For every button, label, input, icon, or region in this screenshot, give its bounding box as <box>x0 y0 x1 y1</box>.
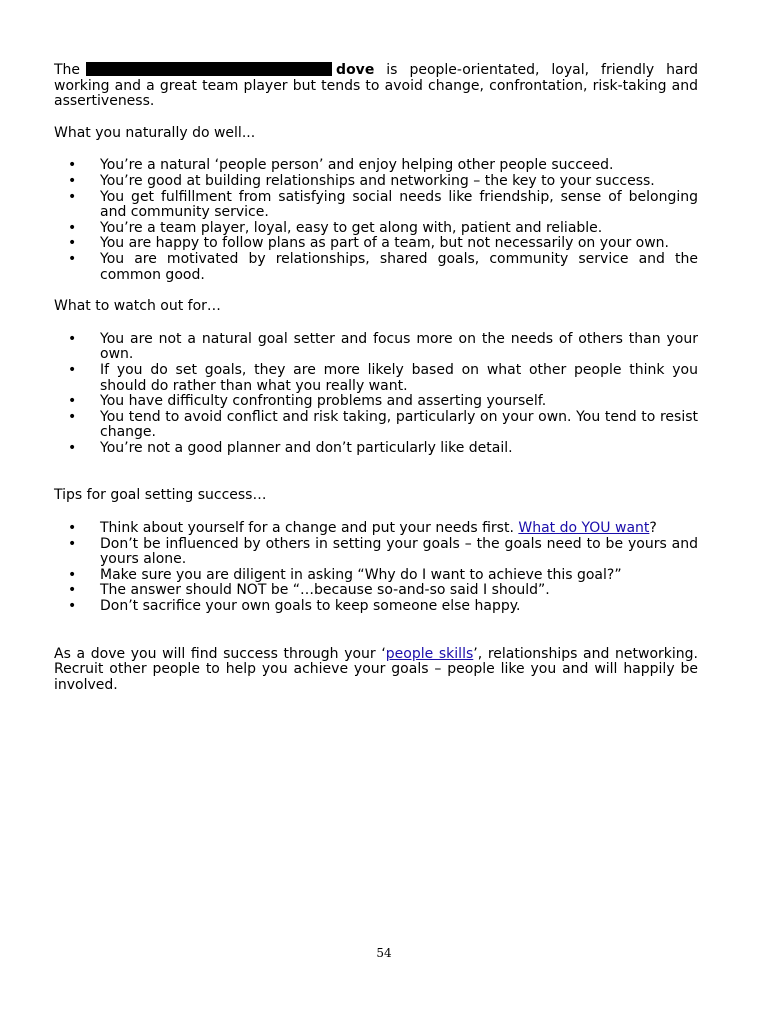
intro-rest: is people-orientated, loyal, friendly hard working and a great team player but tends to avoid change, confrontation, risk-taking and assertiveness. <box>54 62 698 110</box>
list-item-text: Don’t be influenced by others in setting your goals – the goals need to be yours and yours alone. <box>100 535 698 568</box>
heading-watch-out: What to watch out for… <box>54 298 221 315</box>
list-item <box>54 174 698 190</box>
list-item-text: Make sure you are diligent in asking “Why do I want to achieve this goal?” <box>100 566 622 583</box>
list-item-text: Don’t sacrifice your own goals to keep someone else happy. <box>100 598 521 615</box>
list-item-text: You’re a natural ‘people person’ and enjoy helping other people succeed. <box>100 157 614 174</box>
heading-do-well: What you naturally do well... <box>54 124 256 141</box>
list-item-text: If you do set goals, they are more likely based on what other people think you should do rather than what you really want. <box>100 361 698 394</box>
intro-paragraph <box>54 62 698 110</box>
bullet-icon: • <box>68 393 77 410</box>
list-item <box>54 410 698 441</box>
list-item <box>54 583 698 599</box>
bullet-icon: • <box>68 566 77 583</box>
list-item <box>54 221 698 237</box>
document-body <box>54 62 698 693</box>
list-item-text: You get fulfillment from satisfying social needs like friendship, sense of belonging and community service. <box>100 188 698 221</box>
list-item <box>54 332 698 363</box>
list-item <box>54 363 698 394</box>
list-item <box>54 236 698 252</box>
list-item <box>54 252 698 283</box>
bullet-icon: • <box>68 361 77 378</box>
what-do-you-want-link[interactable]: What do YOU want <box>518 520 650 537</box>
list-item-text: You are happy to follow plans as part of a team, but not necessarily on your own. <box>100 235 669 252</box>
bullet-icon: • <box>68 188 77 205</box>
bullet-icon: • <box>68 172 77 189</box>
redaction-bar <box>86 62 332 76</box>
list-item <box>54 537 698 568</box>
list-item-text: You’re a team player, loyal, easy to get along with, patient and reliable. <box>100 219 603 236</box>
list-tips <box>54 521 698 615</box>
list-item <box>54 599 698 615</box>
bullet-icon: • <box>68 439 77 456</box>
bullet-icon: • <box>68 582 77 599</box>
page-number: 54 <box>376 946 392 960</box>
bullet-icon: • <box>68 535 77 552</box>
closing-text-start: As a dove you will find success through your ‘ <box>54 645 386 662</box>
list-item-text: You’re good at building relationships and networking – the key to your success. <box>100 172 655 189</box>
bullet-icon: • <box>68 598 77 615</box>
bullet-icon: • <box>68 330 77 347</box>
closing-text-end: ’, relationships and networking. Recruit other people to help you achieve your goals – people like you and will happily be involved. <box>54 645 698 693</box>
list-item <box>54 158 698 174</box>
bullet-icon: • <box>68 250 77 267</box>
people-skills-link[interactable]: people skills <box>385 645 474 662</box>
bullet-icon: • <box>68 157 77 174</box>
list-item-text: You’re not a good planner and don’t particularly like detail. <box>100 439 513 456</box>
list-item-text: You are not a natural goal setter and focus more on the needs of others than your own. <box>100 330 698 363</box>
list-item <box>54 521 698 537</box>
list-watch-out <box>54 332 698 457</box>
bullet-icon: • <box>68 219 77 236</box>
list-item-text-end: ? <box>649 520 657 537</box>
list-item <box>54 441 698 457</box>
closing-paragraph <box>54 647 698 694</box>
bullet-icon: • <box>68 235 77 252</box>
intro-bold-word: dove <box>336 62 375 78</box>
heading-tips: Tips for goal setting success… <box>54 487 267 504</box>
list-item <box>54 190 698 221</box>
list-item-text: You are motivated by relationships, shared goals, community service and the common good. <box>100 250 698 283</box>
bullet-icon: • <box>68 520 77 537</box>
list-item-text: The answer should NOT be “…because so-and-so said I should”. <box>100 582 550 599</box>
list-item <box>54 568 698 584</box>
bullet-icon: • <box>68 408 77 425</box>
intro-lead: The <box>54 62 81 78</box>
list-do-well <box>54 158 698 283</box>
list-item-text: Think about yourself for a change and put your needs first. <box>100 520 519 537</box>
list-item-text: You tend to avoid conflict and risk taking, particularly on your own. You tend to resist change. <box>100 408 698 441</box>
list-item <box>54 394 698 410</box>
list-item-text: You have difficulty confronting problems and asserting yourself. <box>100 393 547 410</box>
